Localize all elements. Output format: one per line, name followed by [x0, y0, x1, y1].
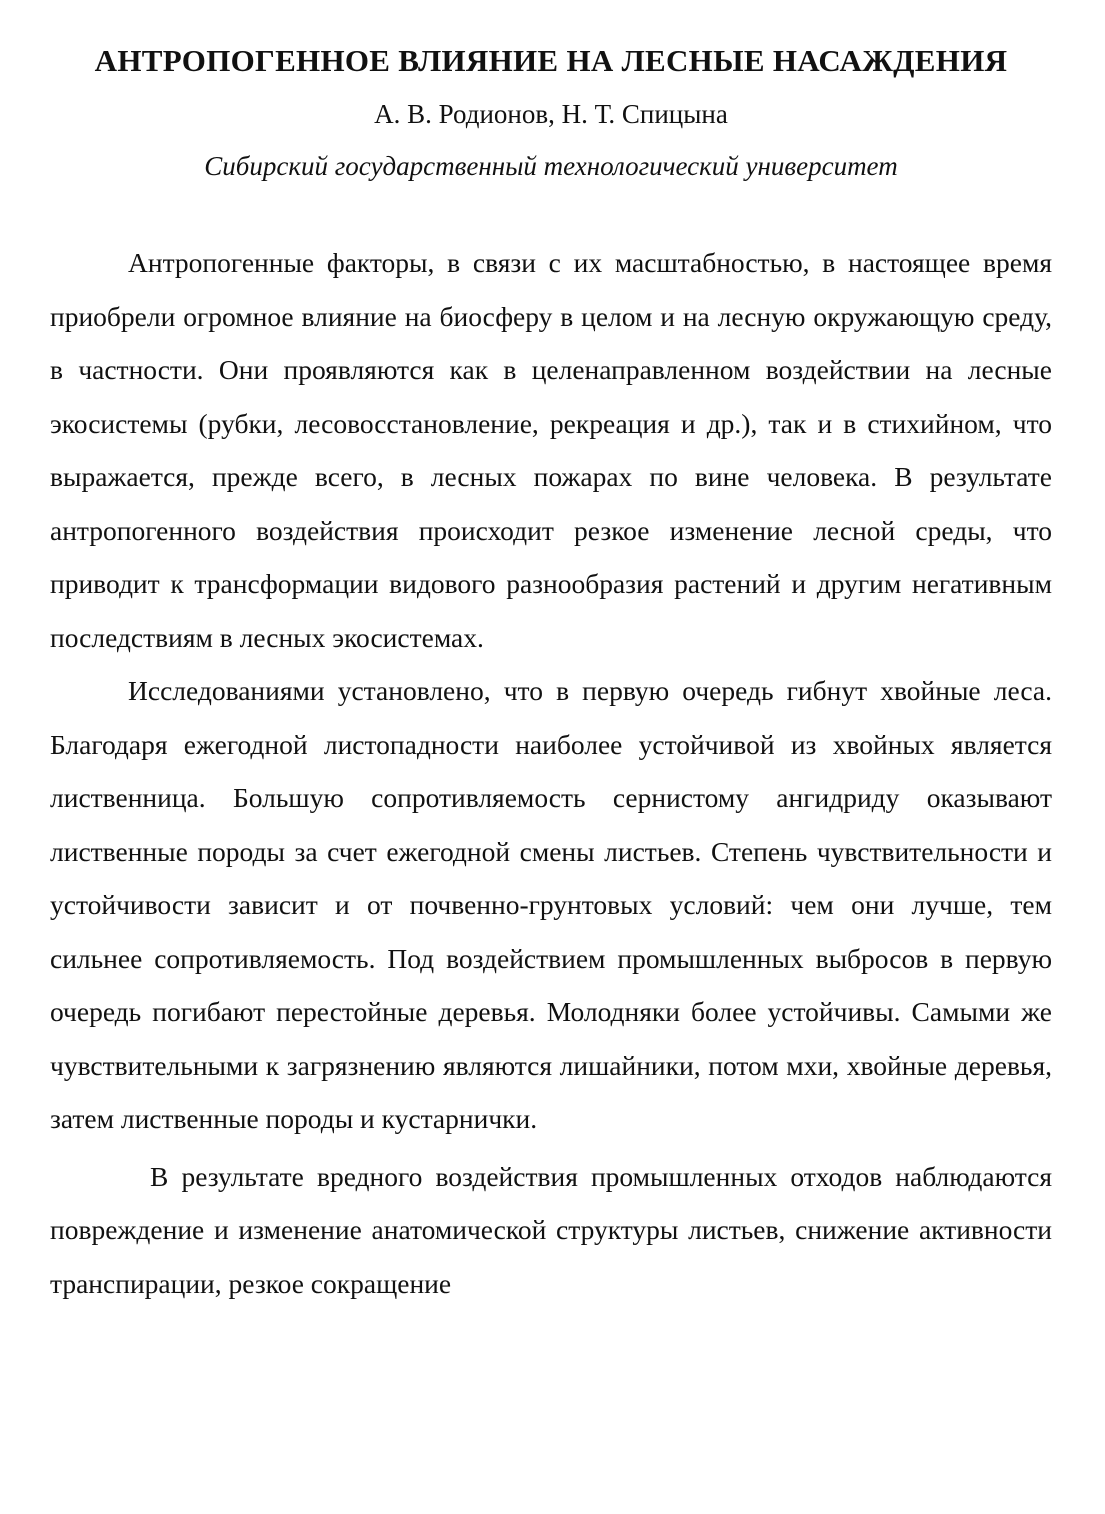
affiliation-line: Сибирский государственный технологический университет	[204, 151, 898, 181]
paragraph-3: В результате вредного воздействия промышленных отходов наблюдаются повреждение и изменение анатомической структуры листьев, снижение активности транспирации, резкое сокращение	[50, 1160, 1052, 1299]
paragraph-1: Антропогенные факторы, в связи с их масштабностью, в настоящее время приобрели огромное влияние на биосферу в целом и на лесную окружающую среду, в частности. Они проявляются как в целенаправленном воздействии на лесные экосистемы (рубки, лесовосстановление, рекреация и др.), так и в стихийном, что выражается, прежде всего, в лесных пожарах по вине человека. В результате антропогенного воздействия происходит резкое изменение лесной среды, что приводит к трансформации видового разнообразия растений и другим негативным последствиям в лесных экосистемах.	[50, 247, 1052, 653]
paragraph-2: Исследованиями установлено, что в первую очередь гибнут хвойные леса. Благодаря ежегодной листопадности наиболее устойчивой из хвойных является лиственница. Большую сопротивляемость сернистому ангидриду оказывают лиственные породы за счет ежегодной смены листьев. Степень чувствительности и устойчивости зависит и от почвенно-грунтовых условий: чем они лучше, тем сильнее сопротивляемость. Под воздействием промышленных выбросов в первую очередь погибают перестойные деревья. Молодняки более устойчивы. Самыми же чувствительными к загрязнению являются лишайники, потом мхи, хвойные деревья, затем лиственные породы и кустарнички.	[50, 675, 1052, 1134]
authors-line: А. В. Родионов, Н. Т. Спицына	[374, 99, 728, 129]
body-text	[50, 236, 1052, 1310]
document-page	[50, 38, 1052, 1310]
paper-title: АНТРОПОГЕННОЕ ВЛИЯНИЕ НА ЛЕСНЫЕ НАСАЖДЕНИЯ	[94, 43, 1008, 78]
